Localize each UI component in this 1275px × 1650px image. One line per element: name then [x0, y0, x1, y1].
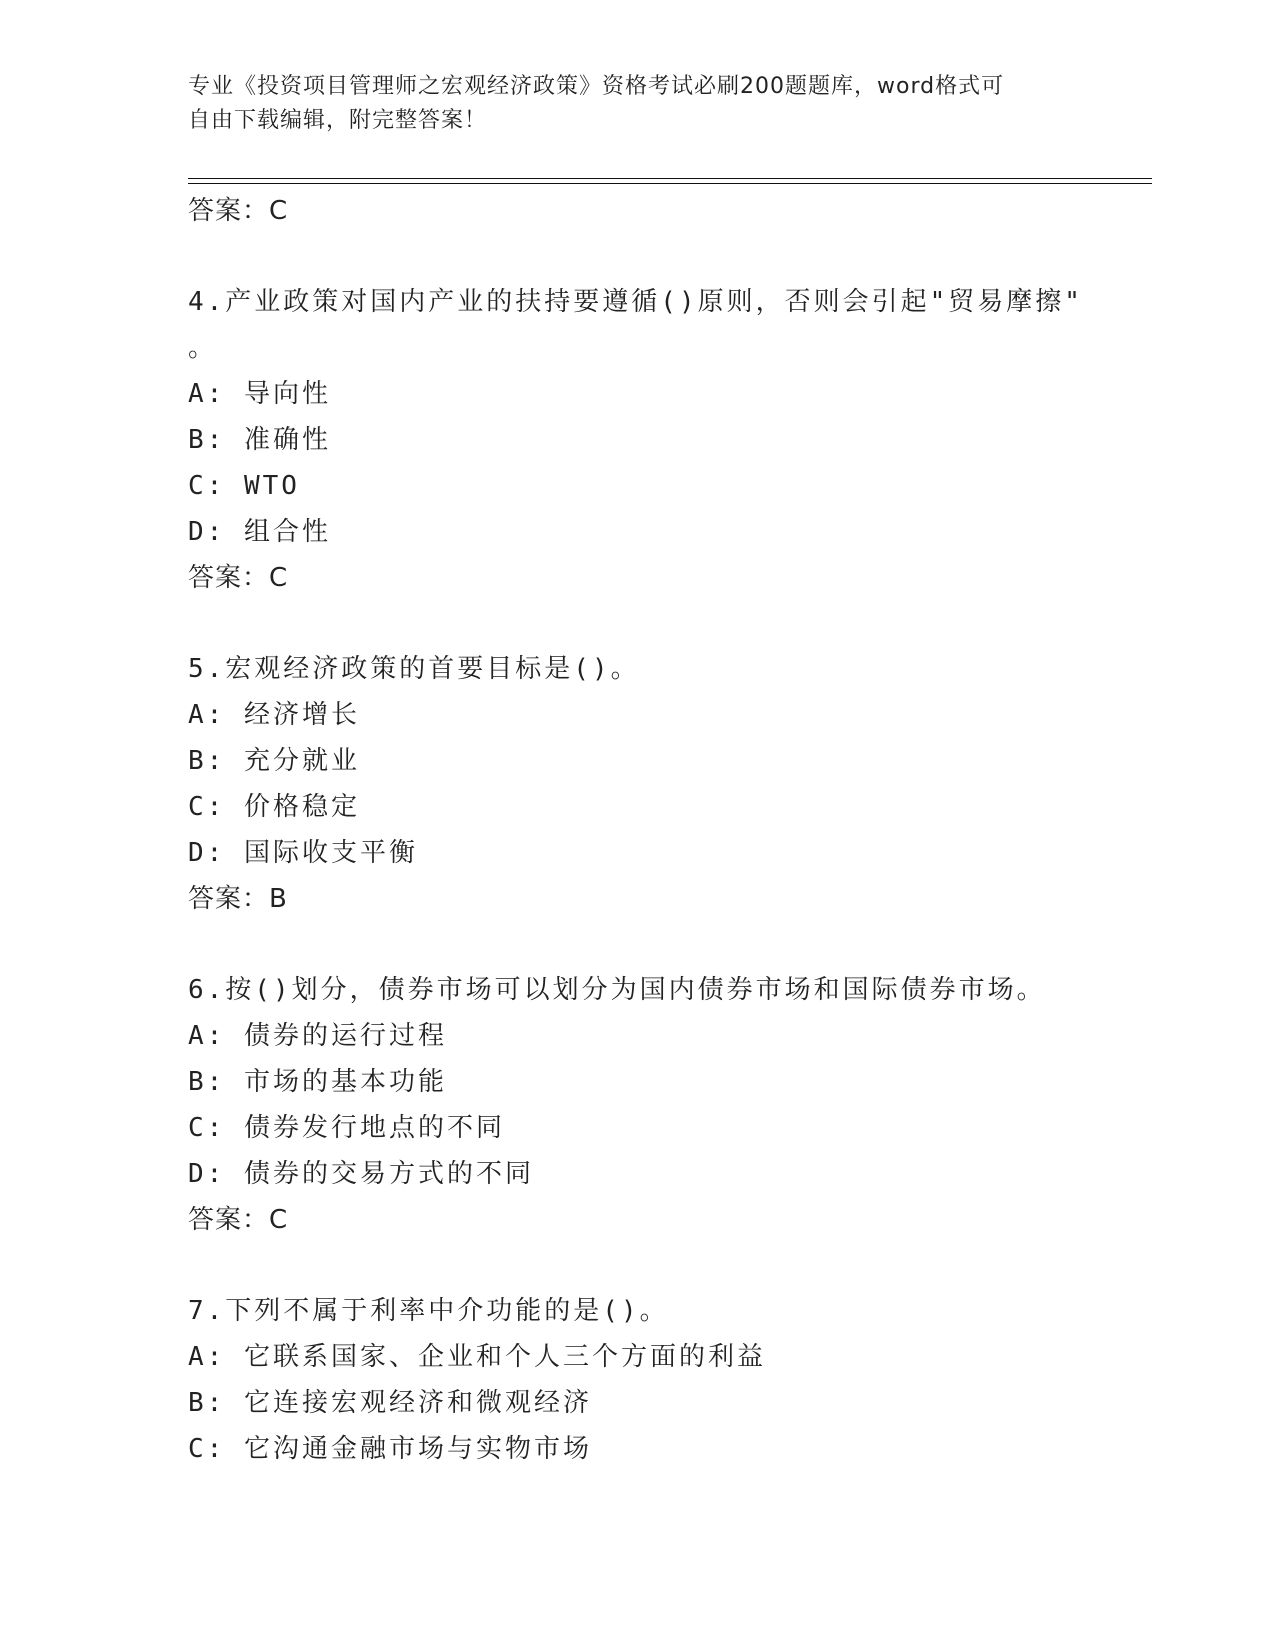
question-5 [188, 646, 1148, 922]
question-stem: 5.宏观经济政策的首要目标是()。 [188, 654, 640, 684]
question-stem: 6.按()划分，债券市场可以划分为国内债券市场和国际债券市场。 [188, 975, 1046, 1005]
header-divider-top [188, 178, 1152, 179]
option-d: D: 国际收支平衡 [188, 838, 418, 868]
option-a: A: 债券的运行过程 [188, 1021, 447, 1051]
option-c: C: 它沟通金融市场与实物市场 [188, 1434, 592, 1464]
option-a: A: 导向性 [188, 379, 331, 409]
header-divider-bottom [188, 183, 1152, 184]
option-b: B: 市场的基本功能 [188, 1067, 447, 1097]
option-a: A: 它联系国家、企业和个人三个方面的利益 [188, 1342, 766, 1372]
option-c: C: WTO [188, 471, 300, 501]
answer-line: 答案：C [188, 1205, 289, 1235]
option-c: C: 债券发行地点的不同 [188, 1113, 505, 1143]
option-d: D: 组合性 [188, 517, 331, 547]
option-b: B: 它连接宏观经济和微观经济 [188, 1388, 592, 1418]
option-b: B: 准确性 [188, 425, 331, 455]
answer-line: 答案：C [188, 196, 289, 226]
answer-line: 答案：C [188, 563, 289, 593]
header-line-1: 专业《投资项目管理师之宏观经济政策》资格考试必刷200题题库，word格式可 [188, 74, 1005, 99]
answer-line: 答案：B [188, 884, 288, 914]
document-header [188, 70, 1088, 138]
question-6 [188, 967, 1148, 1243]
question-stem: 7.下列不属于利率中介功能的是()。 [188, 1296, 669, 1326]
header-line-2: 自由下载编辑，附完整答案！ [188, 108, 488, 133]
question-7 [188, 1288, 1148, 1472]
question-stem: 4.产业政策对国内产业的扶持要遵循()原则，否则会引起"贸易摩擦" [188, 287, 1083, 317]
option-b: B: 充分就业 [188, 746, 360, 776]
option-a: A: 经济增长 [188, 700, 360, 730]
option-c: C: 价格稳定 [188, 792, 360, 822]
question-list [188, 188, 1148, 1472]
question-4 [188, 279, 1148, 601]
question-stem-continuation: 。 [188, 333, 218, 363]
option-d: D: 债券的交易方式的不同 [188, 1159, 534, 1189]
